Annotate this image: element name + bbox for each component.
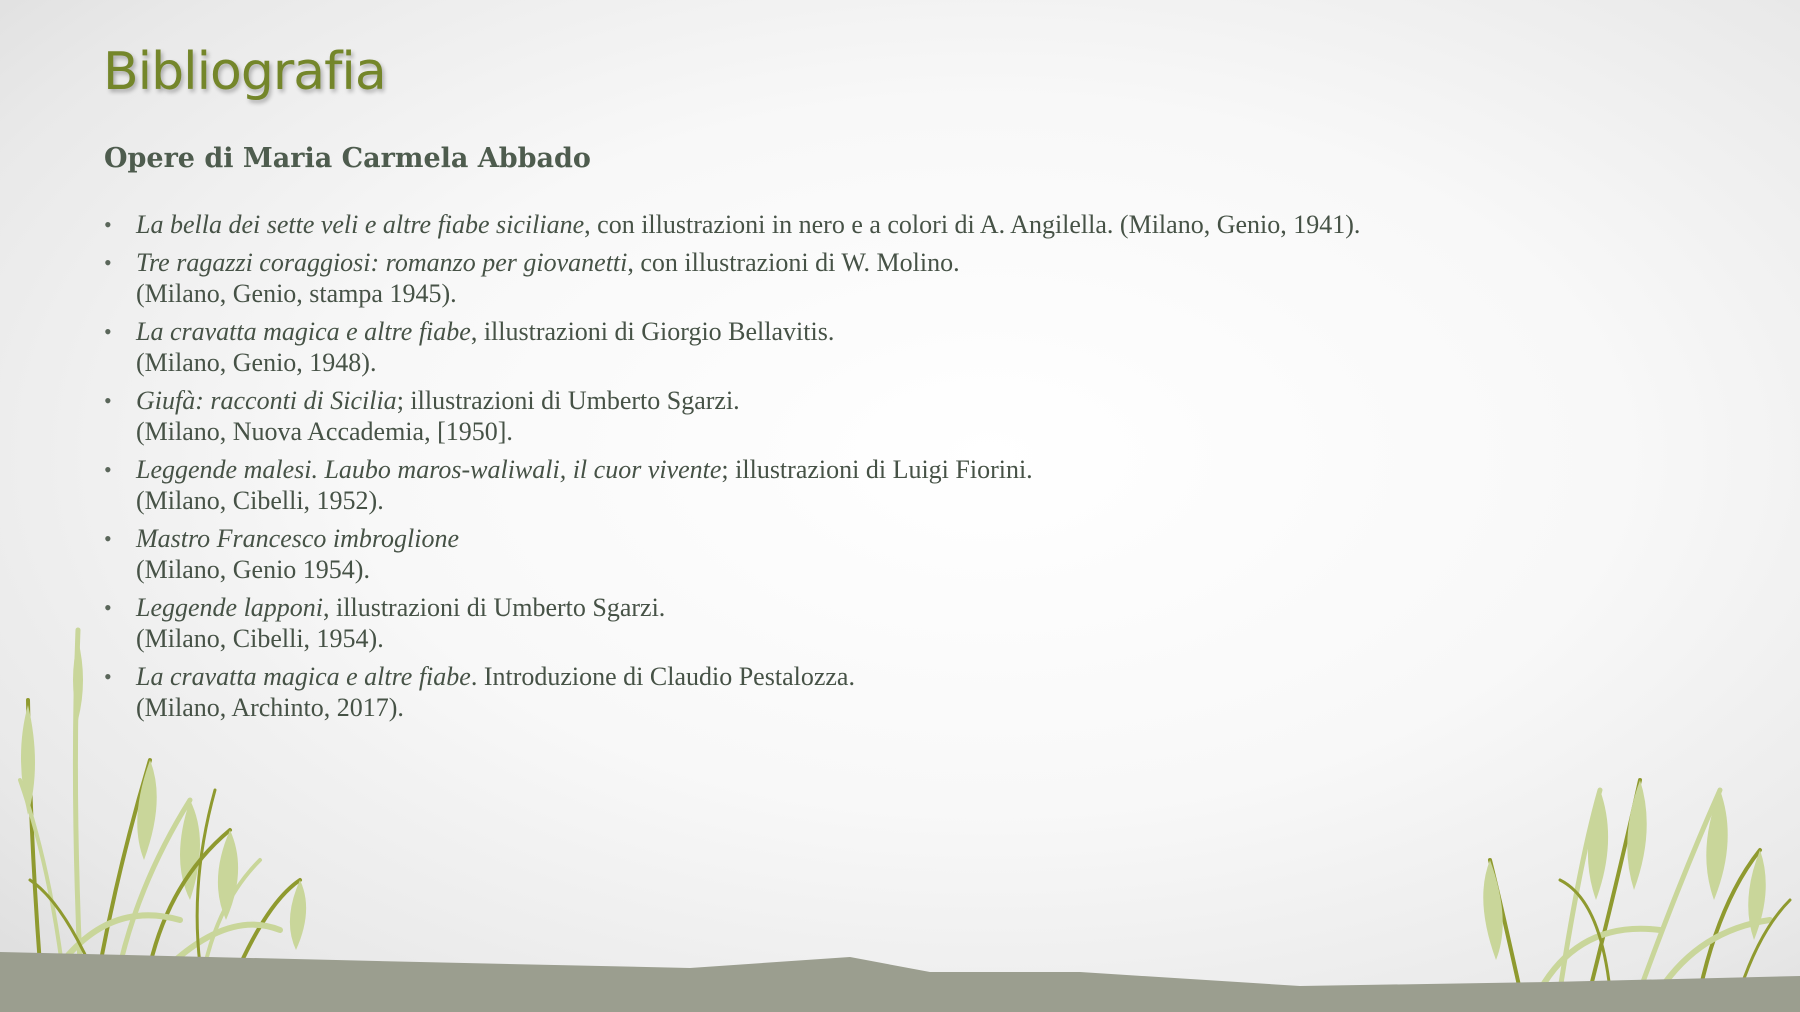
- book-title: Giufà: racconti di Sicilia: [136, 386, 397, 415]
- right-grass-cluster: [1483, 780, 1790, 990]
- bullet-icon: •: [104, 664, 112, 689]
- bullet-icon: •: [104, 250, 112, 275]
- book-publication: (Milano, Cibelli, 1952).: [136, 486, 384, 515]
- book-detail: , illustrazioni di Umberto Sgarzi.: [323, 593, 666, 622]
- bullet-icon: •: [104, 595, 112, 620]
- book-title: Tre ragazzi coraggiosi: romanzo per giovanetti: [136, 248, 628, 277]
- book-title: La bella dei sette veli e altre fiabe siciliane: [136, 210, 585, 239]
- bullet-icon: •: [104, 526, 112, 551]
- bullet-icon: •: [104, 212, 112, 237]
- list-item: [104, 316, 1704, 378]
- book-publication: (Milano, Genio, stampa 1945).: [136, 279, 457, 308]
- ground-shape: [0, 952, 1800, 1012]
- list-item: [104, 247, 1704, 309]
- book-publication: (Milano, Genio 1954).: [136, 555, 370, 584]
- book-publication: (Milano, Cibelli, 1954).: [136, 624, 384, 653]
- list-item: [104, 661, 1704, 723]
- book-title: Mastro Francesco imbroglione: [136, 524, 460, 553]
- book-title: Leggende lapponi: [136, 593, 324, 622]
- bullet-icon: •: [104, 319, 112, 344]
- section-subtitle: Opere di Maria Carmela Abbado: [104, 143, 591, 174]
- slide-title: Bibliografia: [103, 42, 386, 102]
- list-item: [104, 454, 1704, 516]
- list-item: [104, 209, 1704, 240]
- bullet-icon: •: [104, 457, 112, 482]
- list-item: [104, 385, 1704, 447]
- book-detail: . Introduzione di Claudio Pestalozza.: [470, 662, 855, 691]
- list-item: [104, 592, 1704, 654]
- book-detail: , illustrazioni di Giorgio Bellavitis.: [470, 317, 835, 346]
- book-detail: , con illustrazioni di W. Molino.: [627, 248, 960, 277]
- book-detail: ; illustrazioni di Luigi Fiorini.: [721, 455, 1033, 484]
- bibliography-list: [104, 209, 1704, 730]
- book-publication: (Milano, Archinto, 2017).: [136, 693, 404, 722]
- book-title: Leggende malesi. Laubo maros-waliwali, il cuor vivente: [136, 455, 722, 484]
- list-item: [104, 523, 1704, 585]
- book-publication: (Milano, Nuova Accademia, [1950].: [136, 417, 513, 446]
- book-publication: (Milano, Genio, 1948).: [136, 348, 377, 377]
- bullet-icon: •: [104, 388, 112, 413]
- book-detail: , con illustrazioni in nero e a colori di A. Angilella. (Milano, Genio, 1941).: [584, 210, 1361, 239]
- book-title: La cravatta magica e altre fiabe: [136, 662, 471, 691]
- book-title: La cravatta magica e altre fiabe: [136, 317, 471, 346]
- book-detail: ; illustrazioni di Umberto Sgarzi.: [396, 386, 740, 415]
